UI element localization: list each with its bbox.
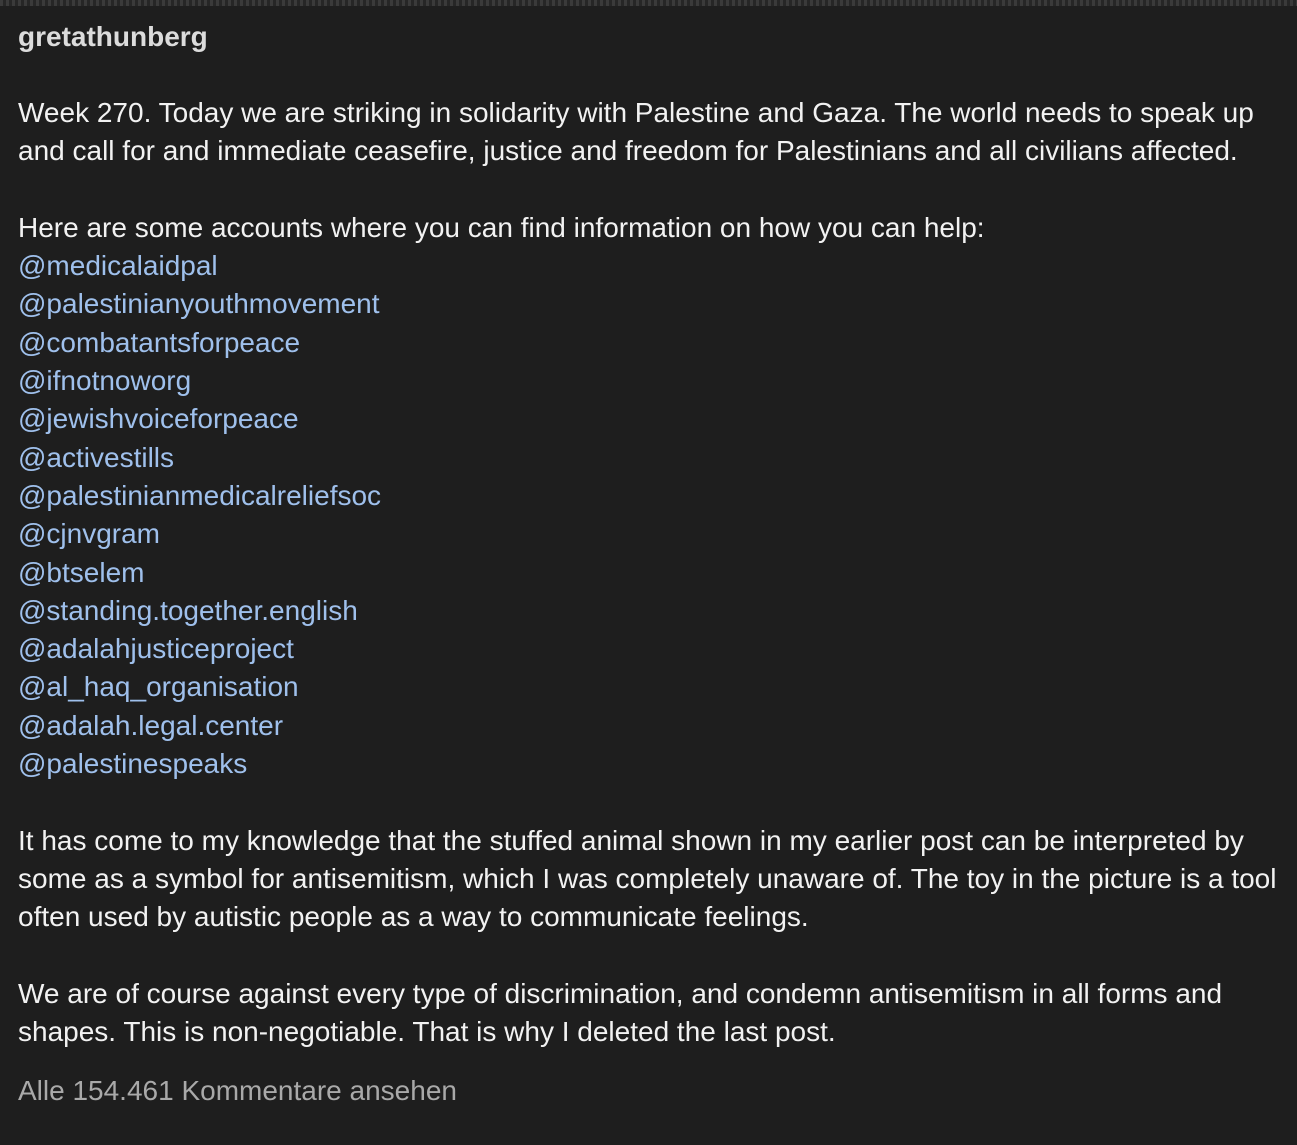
post-username[interactable]: gretathunberg (18, 21, 208, 52)
mention-link[interactable]: @adalah.legal.center (18, 709, 284, 741)
view-all-comments-link[interactable]: Alle 154.461 Kommentare ansehen (18, 1074, 457, 1106)
mention-link[interactable]: @adalahjusticeproject (18, 633, 294, 665)
mention-link[interactable]: @medicalaidpal (18, 250, 218, 282)
mention-link[interactable]: @palestinianyouthmovement (18, 288, 380, 320)
mention-link[interactable]: @palestinespeaks (18, 748, 248, 780)
mention-link[interactable]: @activestills (18, 441, 175, 473)
caption-accounts-intro: Here are some accounts where you can find information on how you can help: (18, 211, 985, 243)
mention-link[interactable]: @al_haq_organisation (18, 671, 299, 703)
mention-link[interactable]: @palestinianmedicalreliefsoc (18, 479, 382, 511)
mention-link[interactable]: @combatantsforpeace (18, 326, 301, 358)
mention-link[interactable]: @standing.together.english (18, 594, 358, 626)
mention-link[interactable]: @cjnvgram (18, 518, 161, 550)
caption-paragraph-3: We are of course against every type of discrimination, and condemn antisemitism in all forms and shapes. This is non-negotiable. That is why I deleted the last post. (18, 977, 1223, 1048)
post-caption (18, 18, 1288, 1110)
mention-link[interactable]: @ifnotnoworg (18, 365, 192, 397)
caption-paragraph-1: Week 270. Today we are striking in solidarity with Palestine and Gaza. The world needs to speak up and call for and immediate ceasefire, justice and freedom for Palestinians and all civilians affected. (18, 97, 1254, 167)
mention-link[interactable]: @jewishvoiceforpeace (18, 403, 299, 435)
mention-link[interactable]: @btselem (18, 556, 145, 588)
caption-paragraph-2: It has come to my knowledge that the stuffed animal shown in my earlier post can be interpreted by some as a symbol for antisemitism, which I was completely unaware of. The toy in the picture is a tool often used by autistic people as a way to communicate feelings. (18, 824, 1277, 933)
top-divider (0, 0, 1297, 6)
mention-list (18, 247, 1288, 783)
